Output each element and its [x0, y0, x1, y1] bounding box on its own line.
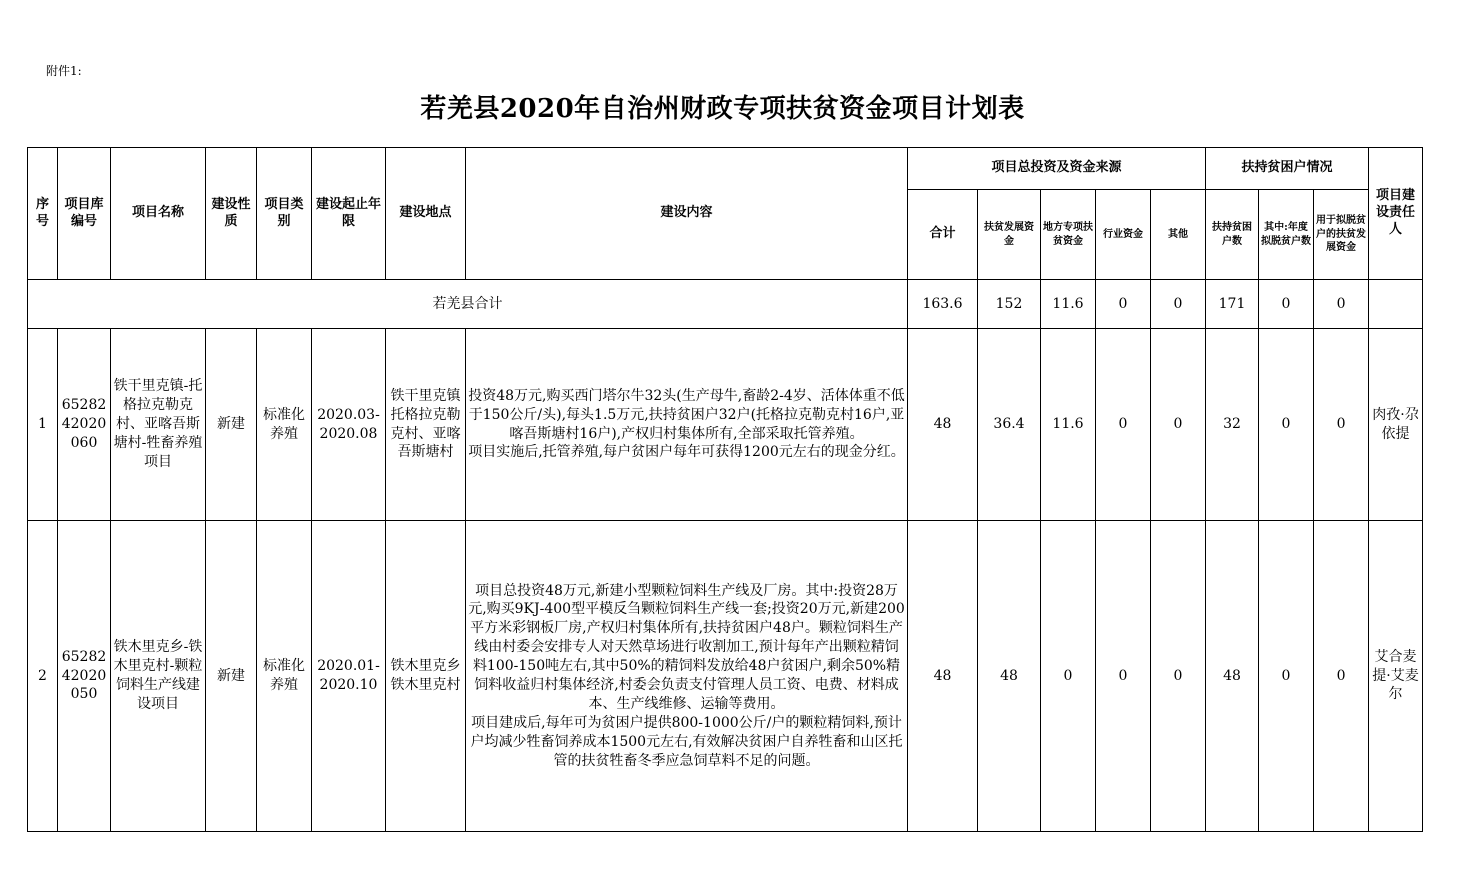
summary-local-fund: 11.6	[1041, 280, 1096, 329]
header-total: 合计	[908, 190, 978, 280]
header-other: 其他	[1151, 190, 1206, 280]
summary-asset-fund: 0	[1314, 280, 1369, 329]
header-annual-out: 其中:年度拟脱贫户数	[1259, 190, 1314, 280]
summary-annual-out: 0	[1259, 280, 1314, 329]
row-project-name: 铁木里克乡-铁木里克村-颗粒饲料生产线建设项目	[111, 521, 206, 832]
project-plan-table	[27, 147, 1423, 832]
summary-other: 0	[1151, 280, 1206, 329]
header-project-name: 项目名称	[111, 148, 206, 280]
row-annual-out: 0	[1259, 521, 1314, 832]
row-industry-fund: 0	[1096, 329, 1151, 521]
header-project-code: 项目库编号	[58, 148, 111, 280]
row-content-main: 投资48万元,购买西门塔尔牛32头(生产母牛,畜龄2-4岁、活体体重不低于150公斤/头),每头1.5万元,扶持贫困户32户(托格拉克勒克村16户,亚喀吾斯塘村16户),产权归村集体所有,全部采取托管养殖。	[468, 387, 905, 442]
header-investment-group: 项目总投资及资金来源	[908, 148, 1206, 190]
row-households: 32	[1206, 329, 1259, 521]
header-local-fund: 地方专项扶贫资金	[1041, 190, 1096, 280]
row-responsible: 肉孜·尕依提	[1369, 329, 1423, 521]
header-responsible: 项目建设责任人	[1369, 148, 1423, 280]
table-row	[28, 329, 1423, 521]
row-category: 标准化养殖	[257, 329, 312, 521]
header-location: 建设地点	[386, 148, 466, 280]
row-annual-out: 0	[1259, 329, 1314, 521]
row-asset-fund: 0	[1314, 329, 1369, 521]
row-responsible: 艾合麦提·艾麦尔	[1369, 521, 1423, 832]
row-asset-fund: 0	[1314, 521, 1369, 832]
header-industry-fund: 行业资金	[1096, 190, 1151, 280]
row-nature: 新建	[206, 521, 257, 832]
summary-total: 163.6	[908, 280, 978, 329]
header-nature: 建设性质	[206, 148, 257, 280]
row-other: 0	[1151, 329, 1206, 521]
row-seq: 1	[28, 329, 58, 521]
summary-row	[28, 280, 1423, 329]
table-row	[28, 521, 1423, 832]
header-households: 扶持贫困户数	[1206, 190, 1259, 280]
header-asset-fund: 用于拟脱贫户的扶贫发展资金	[1314, 190, 1369, 280]
header-period: 建设起止年限	[312, 148, 386, 280]
row-local-fund: 11.6	[1041, 329, 1096, 521]
row-total: 48	[908, 329, 978, 521]
row-content-effect: 项目实施后,托管养殖,每户贫困户每年可获得1200元左右的现金分红。	[468, 444, 905, 461]
row-local-fund: 0	[1041, 521, 1096, 832]
row-code: 65282 42020 060	[58, 329, 111, 521]
document-title: 若羌县2020年自治州财政专项扶贫资金项目计划表	[420, 94, 1025, 124]
summary-responsible	[1369, 280, 1423, 329]
attachment-label: 附件1:	[46, 64, 82, 78]
row-location: 铁干里克镇托格拉克勒克村、亚喀吾斯塘村	[386, 329, 466, 521]
row-period: 2020.01-2020.10	[312, 521, 386, 832]
row-total: 48	[908, 521, 978, 832]
row-nature: 新建	[206, 329, 257, 521]
row-period: 2020.03-2020.08	[312, 329, 386, 521]
row-industry-fund: 0	[1096, 521, 1151, 832]
row-content-effect: 项目建成后,每年可为贫困户提供800-1000公斤/户的颗粒精饲料,预计户均减少牲畜饲养成本1500元左右,有效解决贫困户自养牲畜和山区托管的扶贫牲畜冬季应急饲草料不足的问题。	[470, 714, 903, 769]
row-poverty-fund: 48	[978, 521, 1041, 832]
summary-households: 171	[1206, 280, 1259, 329]
header-poverty-fund: 扶贫发展资金	[978, 190, 1041, 280]
row-poverty-fund: 36.4	[978, 329, 1041, 521]
row-seq: 2	[28, 521, 58, 832]
header-row-1	[28, 148, 1423, 190]
summary-poverty-fund: 152	[978, 280, 1041, 329]
summary-industry-fund: 0	[1096, 280, 1151, 329]
row-households: 48	[1206, 521, 1259, 832]
row-code: 65282 42020 050	[58, 521, 111, 832]
row-location: 铁木里克乡铁木里克村	[386, 521, 466, 832]
row-project-name: 铁干里克镇-托格拉克勒克村、亚喀吾斯塘村-牲畜养殖项目	[111, 329, 206, 521]
row-content-main: 项目总投资48万元,新建小型颗粒饲料生产线及厂房。其中:投资28万元,购买9KJ-400型平模反刍颗粒饲料生产线一套;投资20万元,新建200平方米彩钢板厂房,产权归村集体所有,扶持贫困户48户。颗粒饲料生产线由村委会安排专人对天然草场进行收割加工,预计每年产出颗粒精饲料100-150吨左右,其中50%的精饲料发放给48户贫困户,剩余50%精饲料收益归村集体经济,村委会负责支付管理人员工资、电费、材料成本、生产线维修、运输等费用。	[468, 582, 905, 712]
row-category: 标准化养殖	[257, 521, 312, 832]
header-households-group: 扶持贫困户情况	[1206, 148, 1369, 190]
header-category: 项目类别	[257, 148, 312, 280]
header-seq: 序号	[28, 148, 58, 280]
header-content: 建设内容	[466, 148, 908, 280]
row-content	[466, 521, 908, 832]
summary-label: 若羌县合计	[28, 280, 908, 329]
row-content	[466, 329, 908, 521]
row-other: 0	[1151, 521, 1206, 832]
